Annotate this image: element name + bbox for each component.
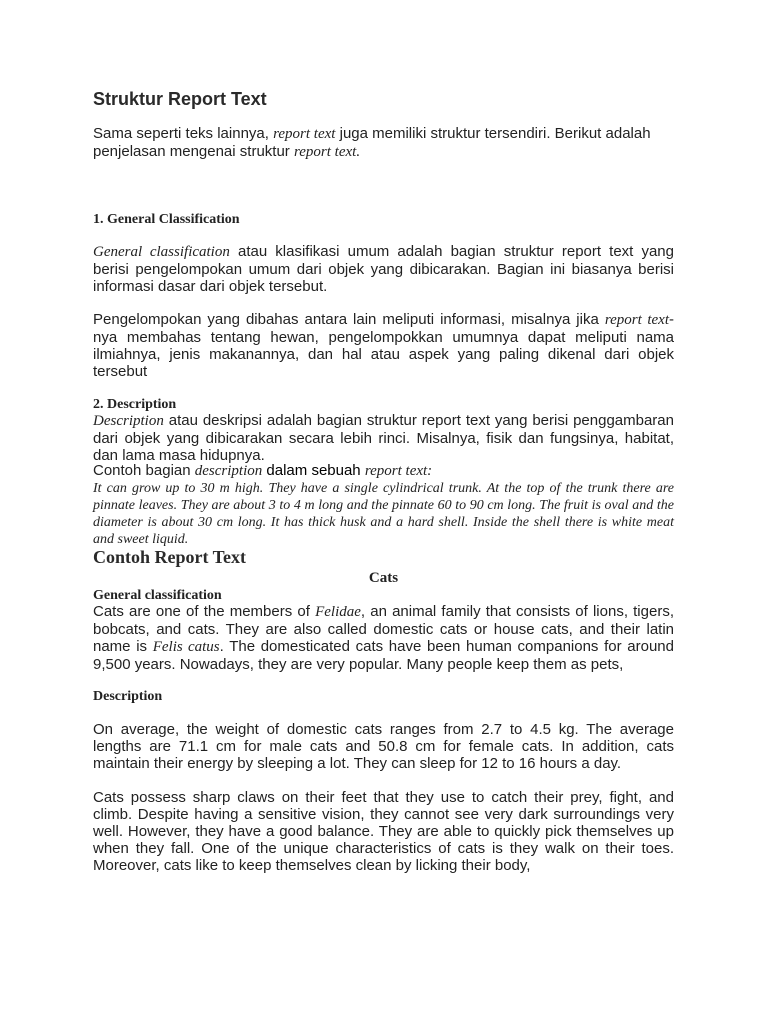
description-heading: 2. Description xyxy=(93,397,177,412)
gc-p2-italic: report text xyxy=(604,312,669,328)
ex-gc-text: Cats are one of the members of xyxy=(93,603,316,620)
description-example-quote: It can grow up to 30 m high. They have a single cylindrical trunk. At the top of the trunk there are pinnate leaves. They are about 3 to 4 m long and the pinnate 60 to 90 cm long. The fruit is oval and the diameter is about 30 cm long. It has thick husk and a hard shell. Inside the shell there is white meat and sweet liquid. xyxy=(93,481,674,547)
description-example-intro xyxy=(93,462,674,480)
example-description-paragraph-2: Cats possess sharp claws on their feet that they use to catch their prey, fight, and climb. Despite having a sensitive vision, they cannot see very dark surroundings very well. However, they have a good balance. They are able to quickly pick themselves up when they fall. One of the unique characteristics of cats is they walk on their toes. Moreover, cats like to keep themselves clean by licking their body, xyxy=(93,789,674,874)
desc-ex-text-2: dalam sebuah xyxy=(262,462,365,479)
gc-p2-text-2: -nya membahas tentang hewan, pengelompokkan umumnya dapat meliputi nama ilmiahnya, jenis makanannya, dan hal atau aspek yang paling dikenal dari objek tersebut xyxy=(93,311,674,380)
desc-italic-term: Description xyxy=(93,413,164,429)
desc-p1-text: atau deskripsi adalah bagian struktur report text yang berisi penggambaran dari objek yang dibicarakan secara lebih rinci. Misalnya, fisik dan fungsinya, habitat, dan lama masa hidupnya. xyxy=(93,412,674,464)
general-classification-paragraph-1 xyxy=(93,243,674,295)
intro-paragraph xyxy=(93,125,674,161)
gc-p2-text: Pengelompokan yang dibahas antara lain meliputi informasi, misalnya jika xyxy=(93,311,605,328)
example-description-label: Description xyxy=(93,689,163,704)
desc-ex-text: Contoh bagian xyxy=(93,462,195,479)
description-paragraph xyxy=(93,412,674,464)
example-description-paragraph-1: On average, the weight of domestic cats ranges from 2.7 to 4.5 kg. The average lengths are 71.1 cm for male cats and 50.8 cm for female cats. In addition, cats maintain their energy by sleeping a lot. They can sleep for 12 to 16 hours a day. xyxy=(93,721,674,772)
general-classification-paragraph-2 xyxy=(93,311,674,380)
gc-p1-text: atau klasifikasi umum adalah bagian struktur report text yang berisi pengelompokan umum dari objek yang dibicarakan. Bagian ini biasanya berisi informasi dasar dari objek tersebut. xyxy=(93,243,674,295)
ex-gc-text-3: . The domesticated cats have been human companions for around 9,500 years. Nowadays, they are very popular. Many people keep them as pets, xyxy=(93,638,674,673)
desc-ex-italic: description xyxy=(194,463,263,479)
ex-gc-italic-felidae: Felidae xyxy=(315,604,361,620)
page-title: Struktur Report Text xyxy=(93,89,267,109)
general-classification-heading: 1. General Classification xyxy=(93,212,240,227)
example-heading: Contoh Report Text xyxy=(93,547,247,567)
gc-italic-term: General classification xyxy=(93,244,230,260)
ex-gc-text-2: , an animal family that consists of lions, tigers, bobcats, and cats. They are also called domestic cats or house cats, and their latin name is xyxy=(93,603,674,655)
intro-italic-report-text: report text xyxy=(273,126,336,142)
example-general-classification-label: General classification xyxy=(93,588,222,603)
desc-ex-italic-2: report text: xyxy=(364,463,433,479)
intro-text-2: juga memiliki struktur tersendiri. Berikut adalah penjelasan mengenai struktur xyxy=(93,125,651,160)
ex-gc-italic-felis-catus: Felis catus xyxy=(152,639,220,655)
intro-text: Sama seperti teks lainnya, xyxy=(93,125,274,142)
example-general-classification-paragraph xyxy=(93,603,674,673)
intro-italic-report-text-2: report text. xyxy=(293,144,361,160)
example-subtitle: Cats xyxy=(368,570,399,586)
